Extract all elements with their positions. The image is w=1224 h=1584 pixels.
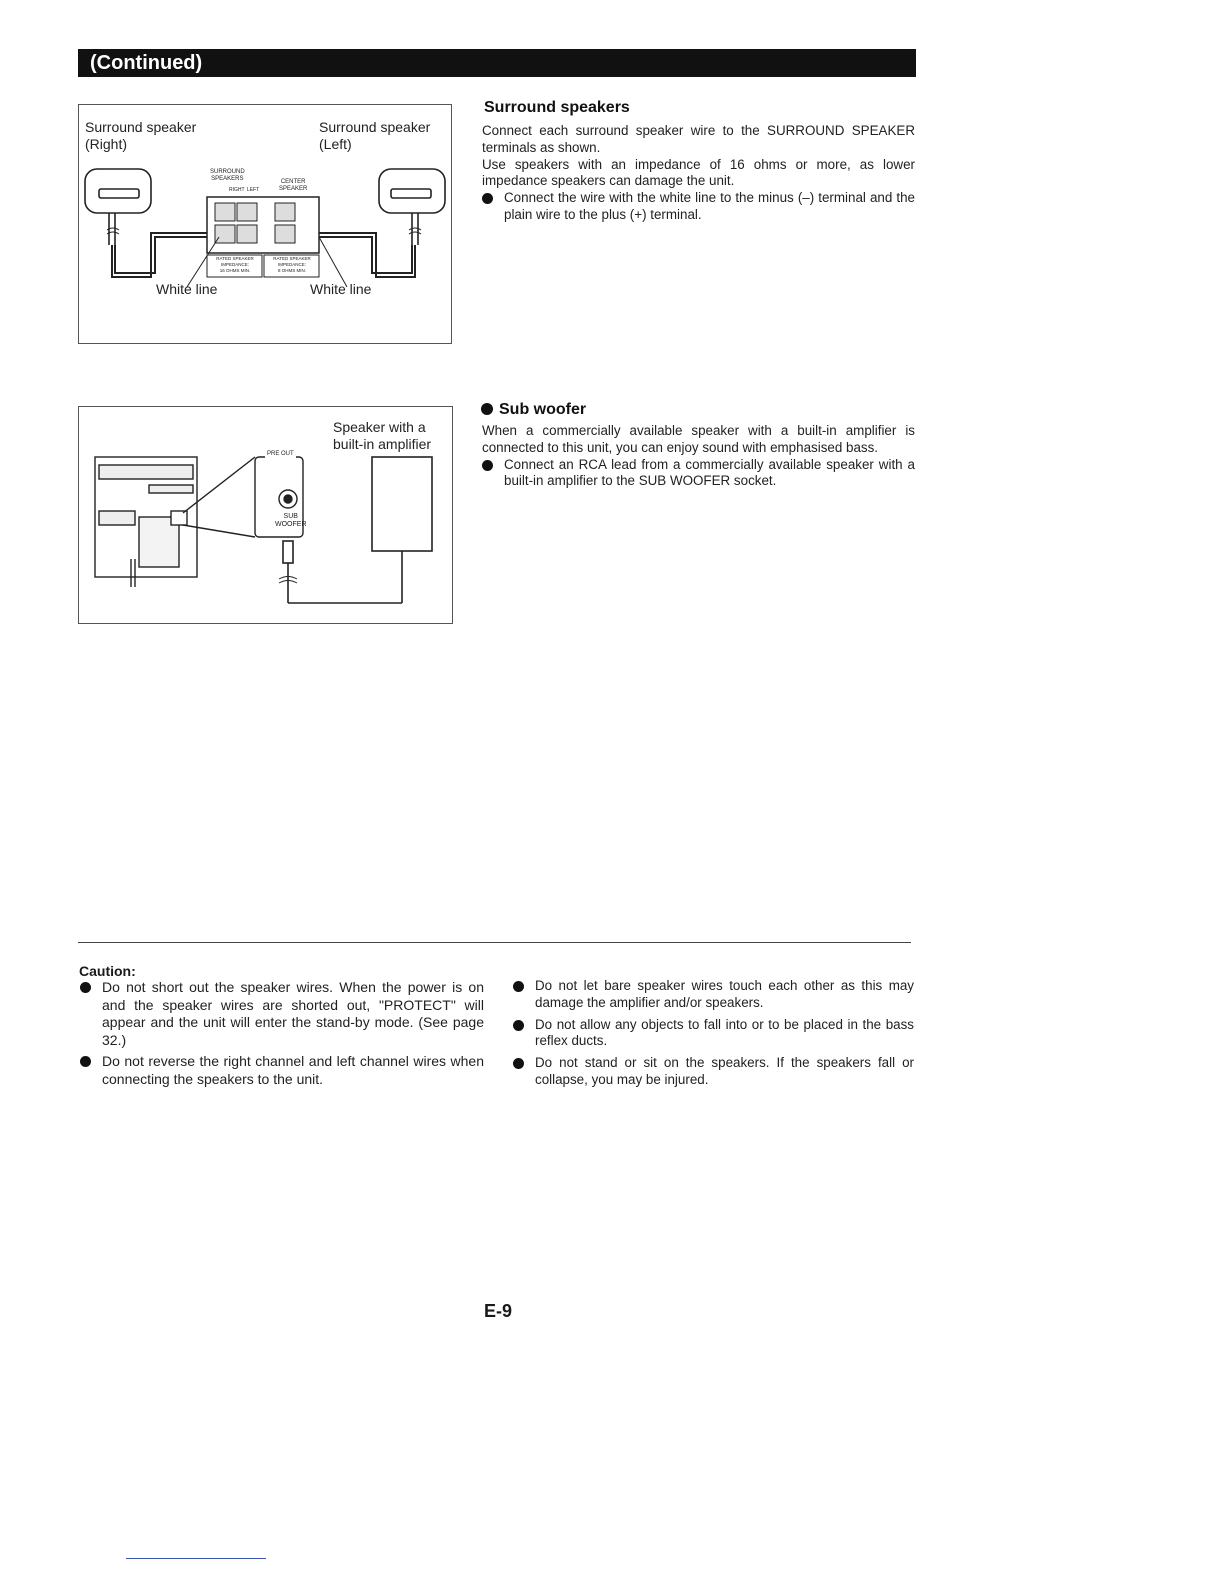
surround-paragraph-2: Use speakers with an impedance of 16 ohms or more, as lower impedance speakers can damage the unit. bbox=[482, 156, 915, 189]
label-surround-speaker-left: Surround speaker (Left) bbox=[319, 119, 431, 152]
subwoofer-bullet: Connect an RCA lead from a commercially available speaker with a built-in amplifier to the SUB WOOFER socket. bbox=[482, 457, 915, 491]
footer-rule bbox=[126, 1558, 266, 1559]
label-surround-speakers-terminals: SURROUND SPEAKERS bbox=[210, 169, 245, 182]
bullet-dot bbox=[513, 981, 524, 992]
caution-title: Caution: bbox=[79, 963, 136, 979]
label-rated-impedance-16: RATED SPEAKER IMPEDANCE: 16 OHMS MIN. bbox=[216, 256, 254, 273]
subwoofer-paragraph: When a commercially available speaker with a built-in amplifier is connected to this unit, you can enjoy sound with emphasised bass. bbox=[482, 423, 915, 455]
subwoofer-title: Sub woofer bbox=[481, 400, 586, 420]
page-number: E-9 bbox=[484, 1301, 513, 1321]
caution-left-column bbox=[80, 979, 484, 1088]
label-center-speaker: CENTER SPEAKER bbox=[279, 179, 308, 192]
label-rated-impedance-8: RATED SPEAKER IMPEDANCE: 8 OHMS MIN. bbox=[273, 256, 311, 273]
surround-connection-diagram bbox=[78, 104, 452, 344]
bullet-dot bbox=[513, 1020, 524, 1031]
section-divider bbox=[78, 942, 911, 943]
caution-item: Do not short out the speaker wires. When the power is on and the speaker wires are shorted out, "PROTECT" will appear and the unit will enter the stand-by mode. (See page 32.) bbox=[80, 979, 484, 1049]
label-white-line-1: White line bbox=[156, 281, 218, 297]
surround-speakers-title: Surround speakers bbox=[484, 99, 630, 116]
label-sub-woofer-socket: SUB WOOFER bbox=[275, 513, 307, 528]
label-pre-out: PRE OUT bbox=[267, 451, 294, 457]
label-surround-speaker-right: Surround speaker (Right) bbox=[85, 119, 197, 152]
surround-speaker-right-illustration bbox=[85, 169, 151, 245]
surround-paragraph-1: Connect each surround speaker wire to the SURROUND SPEAKER terminals as shown. bbox=[482, 123, 915, 155]
caution-item: Do not stand or sit on the speakers. If the speakers fall or collapse, you may be injured. bbox=[513, 1055, 914, 1089]
label-right-channel: RIGHT bbox=[229, 187, 245, 193]
label-speaker-with-amplifier: Speaker with a built-in amplifier bbox=[333, 419, 432, 452]
unit-rear-panel-illustration bbox=[95, 457, 197, 587]
section-header-bar bbox=[78, 49, 916, 77]
caution-right-column bbox=[513, 978, 914, 1089]
caution-item: Do not let bare speaker wires touch each other as this may damage the amplifier and/or speakers. bbox=[513, 978, 914, 1012]
surround-speaker-left-illustration bbox=[379, 169, 445, 245]
bullet-dot bbox=[482, 193, 493, 204]
bullet-dot bbox=[513, 1058, 524, 1069]
bullet-dot bbox=[481, 403, 493, 415]
caution-item: Do not reverse the right channel and left channel wires when connecting the speakers to the unit. bbox=[80, 1053, 484, 1088]
section-header-title: (Continued) bbox=[90, 52, 203, 74]
label-left-channel: LEFT bbox=[247, 187, 260, 193]
surround-bullet: Connect the wire with the white line to the minus (–) terminal and the plain wire to the plus (+) terminal. bbox=[482, 190, 915, 224]
amplified-speaker-illustration bbox=[372, 457, 432, 551]
caution-item: Do not allow any objects to fall into or to be placed in the bass reflex ducts. bbox=[513, 1017, 914, 1051]
subwoofer-connection-diagram bbox=[78, 406, 453, 624]
subwoofer-body bbox=[482, 423, 915, 490]
bullet-dot bbox=[80, 1056, 91, 1067]
bullet-dot bbox=[482, 460, 493, 471]
label-white-line-2: White line bbox=[310, 281, 372, 297]
surround-speakers-body bbox=[482, 123, 915, 224]
bullet-dot bbox=[80, 982, 91, 993]
